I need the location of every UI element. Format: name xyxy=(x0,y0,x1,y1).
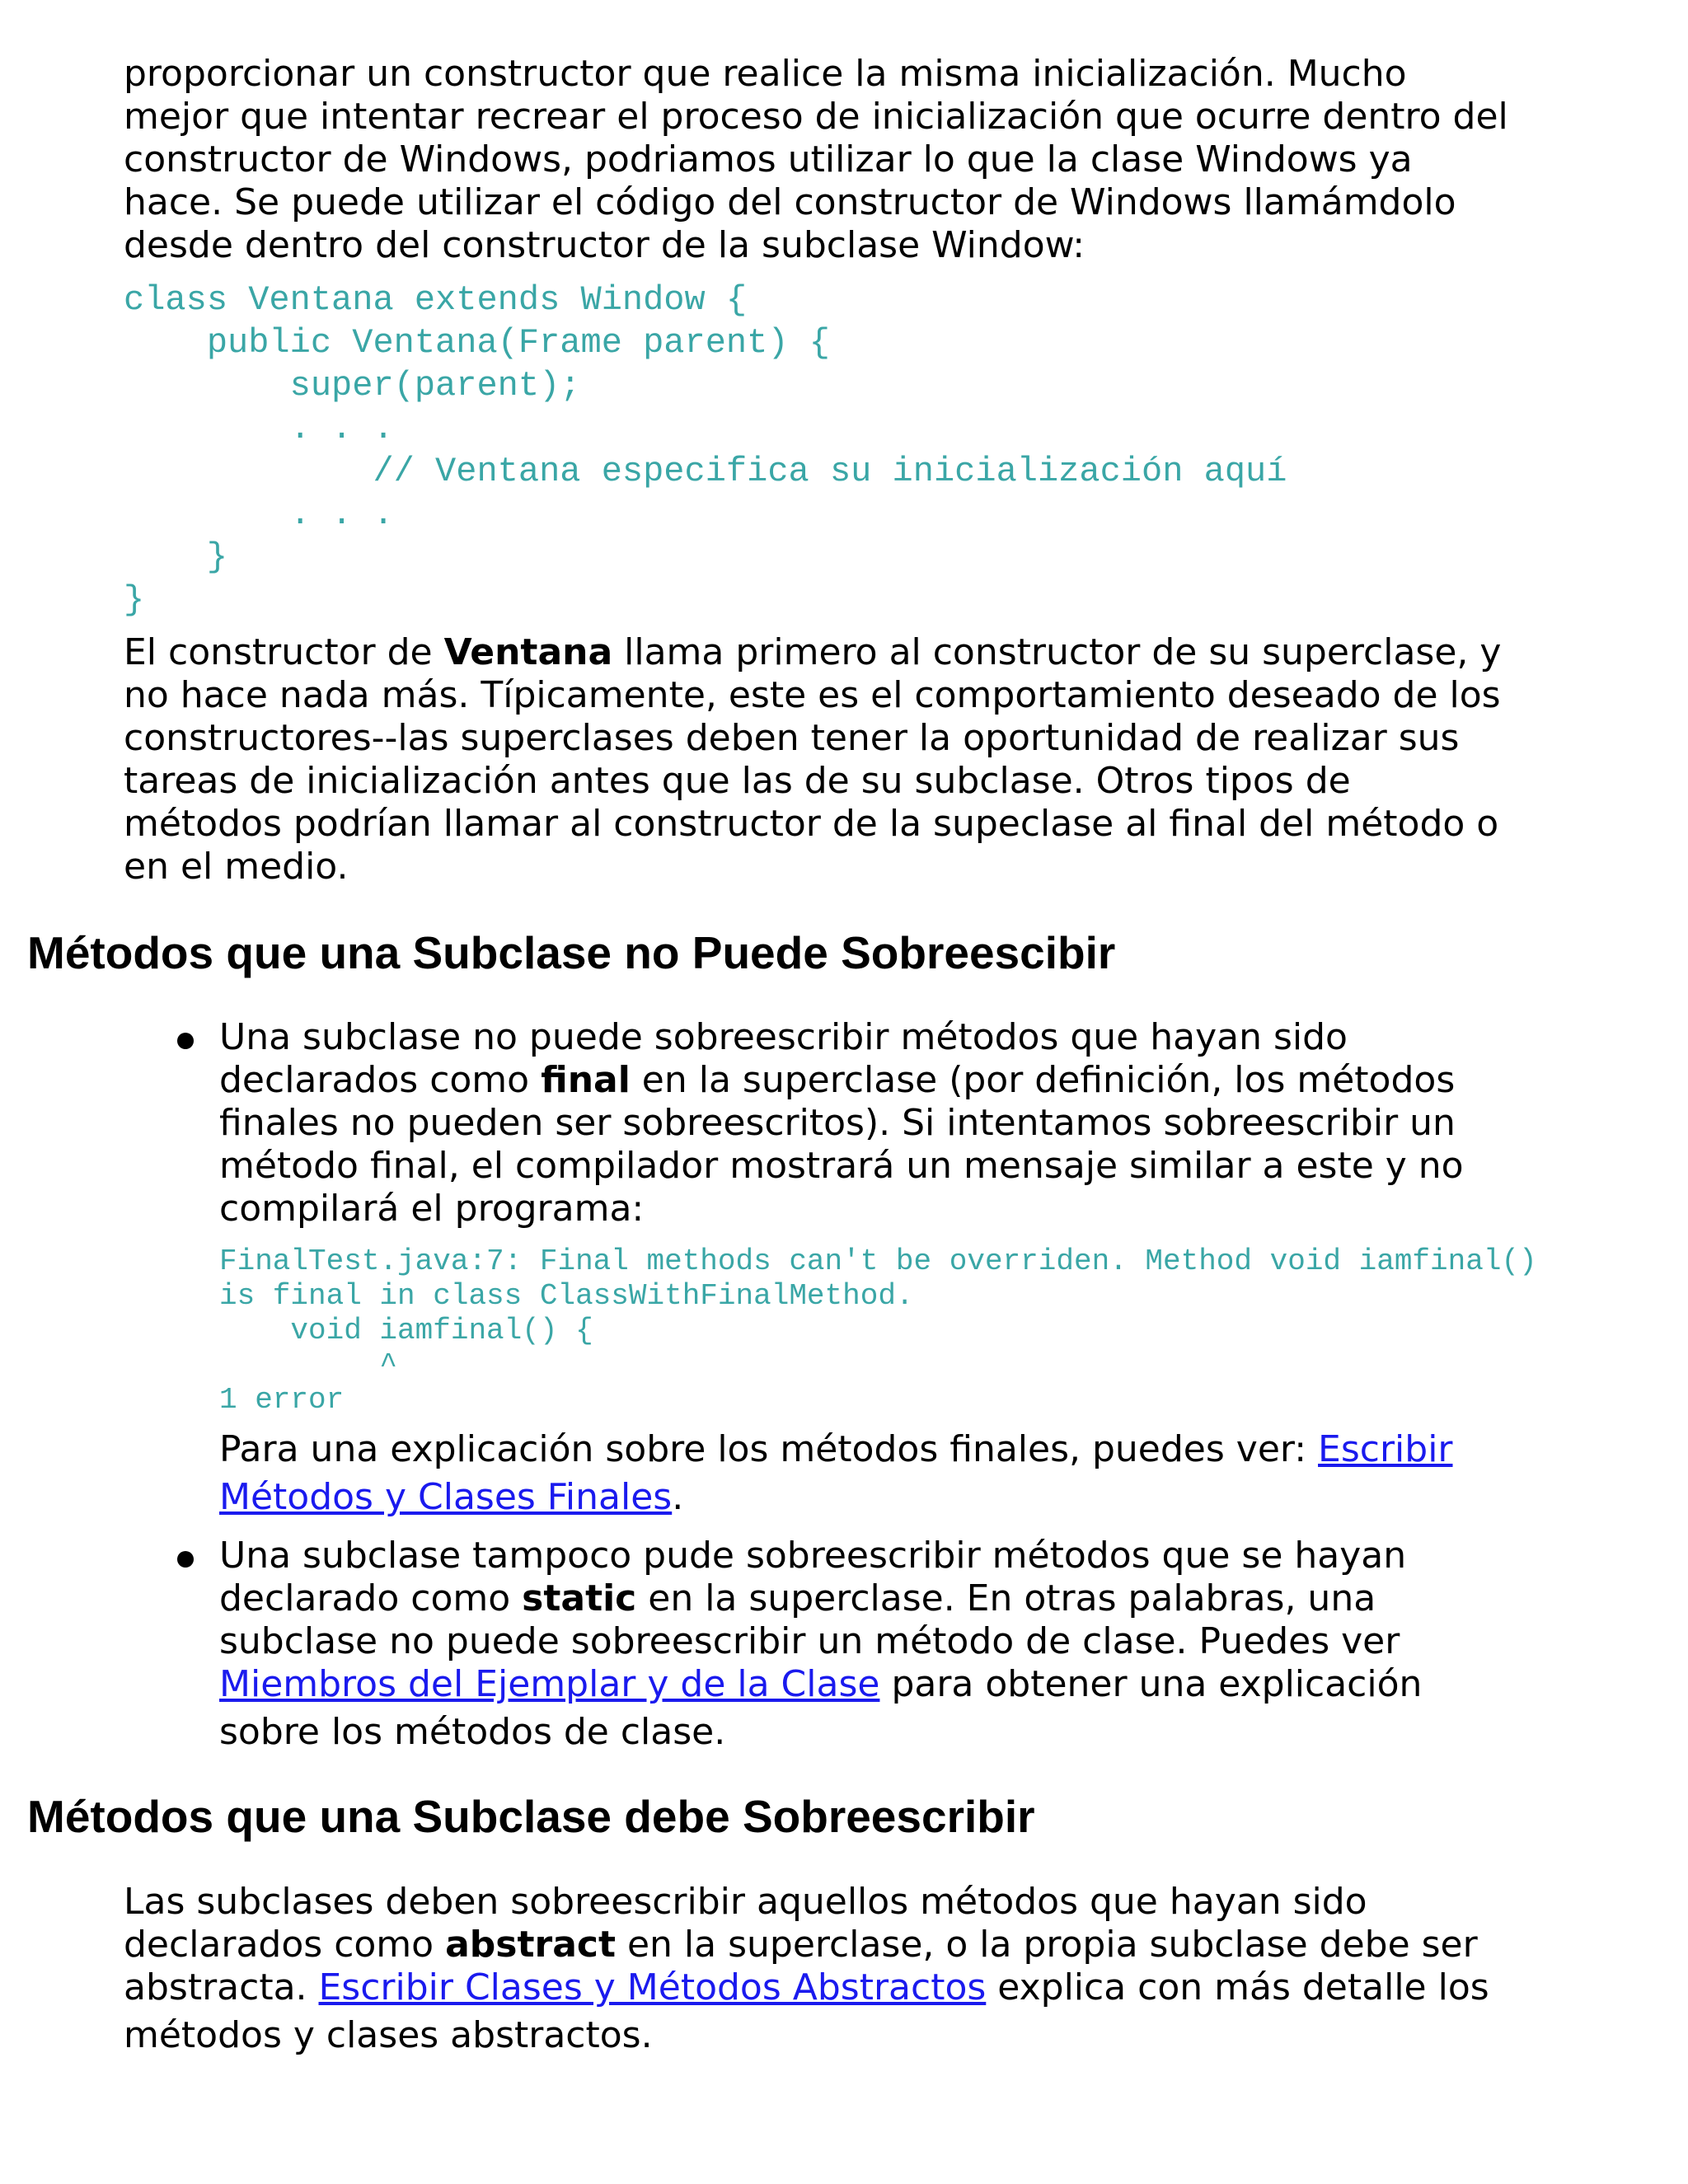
para-line: constructores--las superclases deben tener la oportunidad de realizar sus xyxy=(124,717,1460,759)
code-line: ^ xyxy=(219,1348,398,1382)
intro-line: mejor que intentar recrear el proceso de inicialización que ocurre dentro del xyxy=(124,96,1508,138)
bold-term: abstract xyxy=(445,1924,616,1966)
text-span: abstracta. xyxy=(124,1966,319,2008)
bullet-line: compilará el programa: xyxy=(219,1188,645,1230)
code-line: super(parent); xyxy=(124,366,581,405)
code-line: . . . xyxy=(124,409,394,448)
link-abstract-classes[interactable]: Escribir Clases y Métodos Abstractos xyxy=(318,1966,987,2008)
code-line: FinalTest.java:7: Final methods can't be overriden. Method void iamfinal() xyxy=(219,1244,1537,1278)
section-heading-cannot-override: Métodos que una Subclase no Puede Sobreescibir xyxy=(27,927,1116,978)
intro-line: desde dentro del constructor de la subclase Window: xyxy=(124,224,1085,266)
text-span: declarados como xyxy=(219,1059,542,1101)
bullet-line: Una subclase no puede sobreescribir métodos que hayan sido xyxy=(219,1016,1348,1058)
para-line: métodos y clases abstractos. xyxy=(124,2014,653,2056)
bullet-icon xyxy=(177,1551,194,1568)
bullet-line xyxy=(219,1059,1455,1101)
intro-line: constructor de Windows, podriamos utilizar lo que la clase Windows ya xyxy=(124,138,1413,180)
code-line: is final in class ClassWithFinalMethod. xyxy=(219,1279,914,1313)
bold-term: final xyxy=(541,1059,631,1101)
bullet-static-text xyxy=(219,1535,1587,1754)
text-span: llama primero al constructor de su superclase, y xyxy=(612,631,1502,673)
text-span: declarado como xyxy=(219,1577,523,1619)
link-text: Escribir xyxy=(1318,1428,1453,1470)
code-line: 1 error xyxy=(219,1383,345,1417)
bullet-line: sobre los métodos de clase. xyxy=(219,1711,726,1753)
bullet-line: finales no pueden ser sobreescritos). Si intentamos sobreescribir un xyxy=(219,1102,1456,1144)
text-span: en la superclase, o la propia subclase debe ser xyxy=(616,1924,1478,1966)
code-line: } xyxy=(124,537,228,577)
intro-paragraph xyxy=(124,53,1574,267)
text-span: en la superclase. En otras palabras, una xyxy=(636,1577,1376,1619)
section-heading-must-override: Métodos que una Subclase debe Sobreescribir xyxy=(27,1791,1035,1842)
bullet-line xyxy=(219,1663,1422,1705)
bullet-line: subclase no puede sobreescribir un método de clase. Puedes ver xyxy=(219,1620,1400,1662)
code-line: // Ventana especifica su inicialización aquí xyxy=(124,452,1287,491)
text-span: El constructor de xyxy=(124,631,444,673)
text-span: declarados como xyxy=(124,1924,446,1966)
constructor-paragraph xyxy=(124,631,1574,888)
bullet-line xyxy=(219,1577,1376,1619)
code-line: . . . xyxy=(124,494,394,534)
para-line: no hace nada más. Típicamente, este es el comportamiento deseado de los xyxy=(124,674,1501,716)
text-span: Para una explicación sobre los métodos finales, puedes ver: xyxy=(219,1428,1319,1470)
code-line: class Ventana extends Window { xyxy=(124,280,748,320)
bullet-icon xyxy=(177,1033,194,1049)
code-line: void iamfinal() { xyxy=(219,1314,593,1347)
final-methods-note xyxy=(219,1426,1587,1521)
code-line: public Ventana(Frame parent) { xyxy=(124,323,830,363)
code-block-compiler-error xyxy=(219,1244,1537,1418)
intro-line: hace. Se puede utilizar el código del constructor de Windows llamámdolo xyxy=(124,181,1456,223)
abstract-paragraph xyxy=(124,1881,1574,2057)
para-line: Las subclases deben sobreescribir aquellos métodos que hayan sido xyxy=(124,1881,1367,1923)
bold-term: static xyxy=(522,1577,637,1619)
para-line: métodos podrían llamar al constructor de la supeclase al final del método o xyxy=(124,803,1499,845)
code-block-ventana xyxy=(124,279,1287,621)
para-line xyxy=(124,631,1501,673)
link-instance-class-members[interactable]: Miembros del Ejemplar y de la Clase xyxy=(219,1663,880,1705)
para-line: tareas de inicialización antes que las de su subclase. Otros tipos de xyxy=(124,760,1351,802)
para-line xyxy=(124,1966,1489,2008)
code-line: } xyxy=(124,580,145,620)
para-line: en el medio. xyxy=(124,846,349,888)
bold-term: Ventana xyxy=(443,631,613,673)
text-span: para obtener una explicación xyxy=(879,1663,1423,1705)
text-span: explica con más detalle los xyxy=(986,1966,1489,2008)
text-span: en la superclase (por definición, los métodos xyxy=(630,1059,1456,1101)
link-text: Métodos y Clases Finales xyxy=(219,1476,673,1518)
para-line xyxy=(124,1924,1478,1966)
bullet-line: Una subclase tampoco pude sobreescribir métodos que se hayan xyxy=(219,1535,1407,1577)
bullet-line: método final, el compilador mostrará un mensaje similar a este y no xyxy=(219,1145,1464,1187)
text-span: . xyxy=(672,1476,684,1518)
intro-line: proporcionar un constructor que realice la misma inicialización. Mucho xyxy=(124,53,1407,95)
bullet-final-text xyxy=(219,1016,1587,1230)
